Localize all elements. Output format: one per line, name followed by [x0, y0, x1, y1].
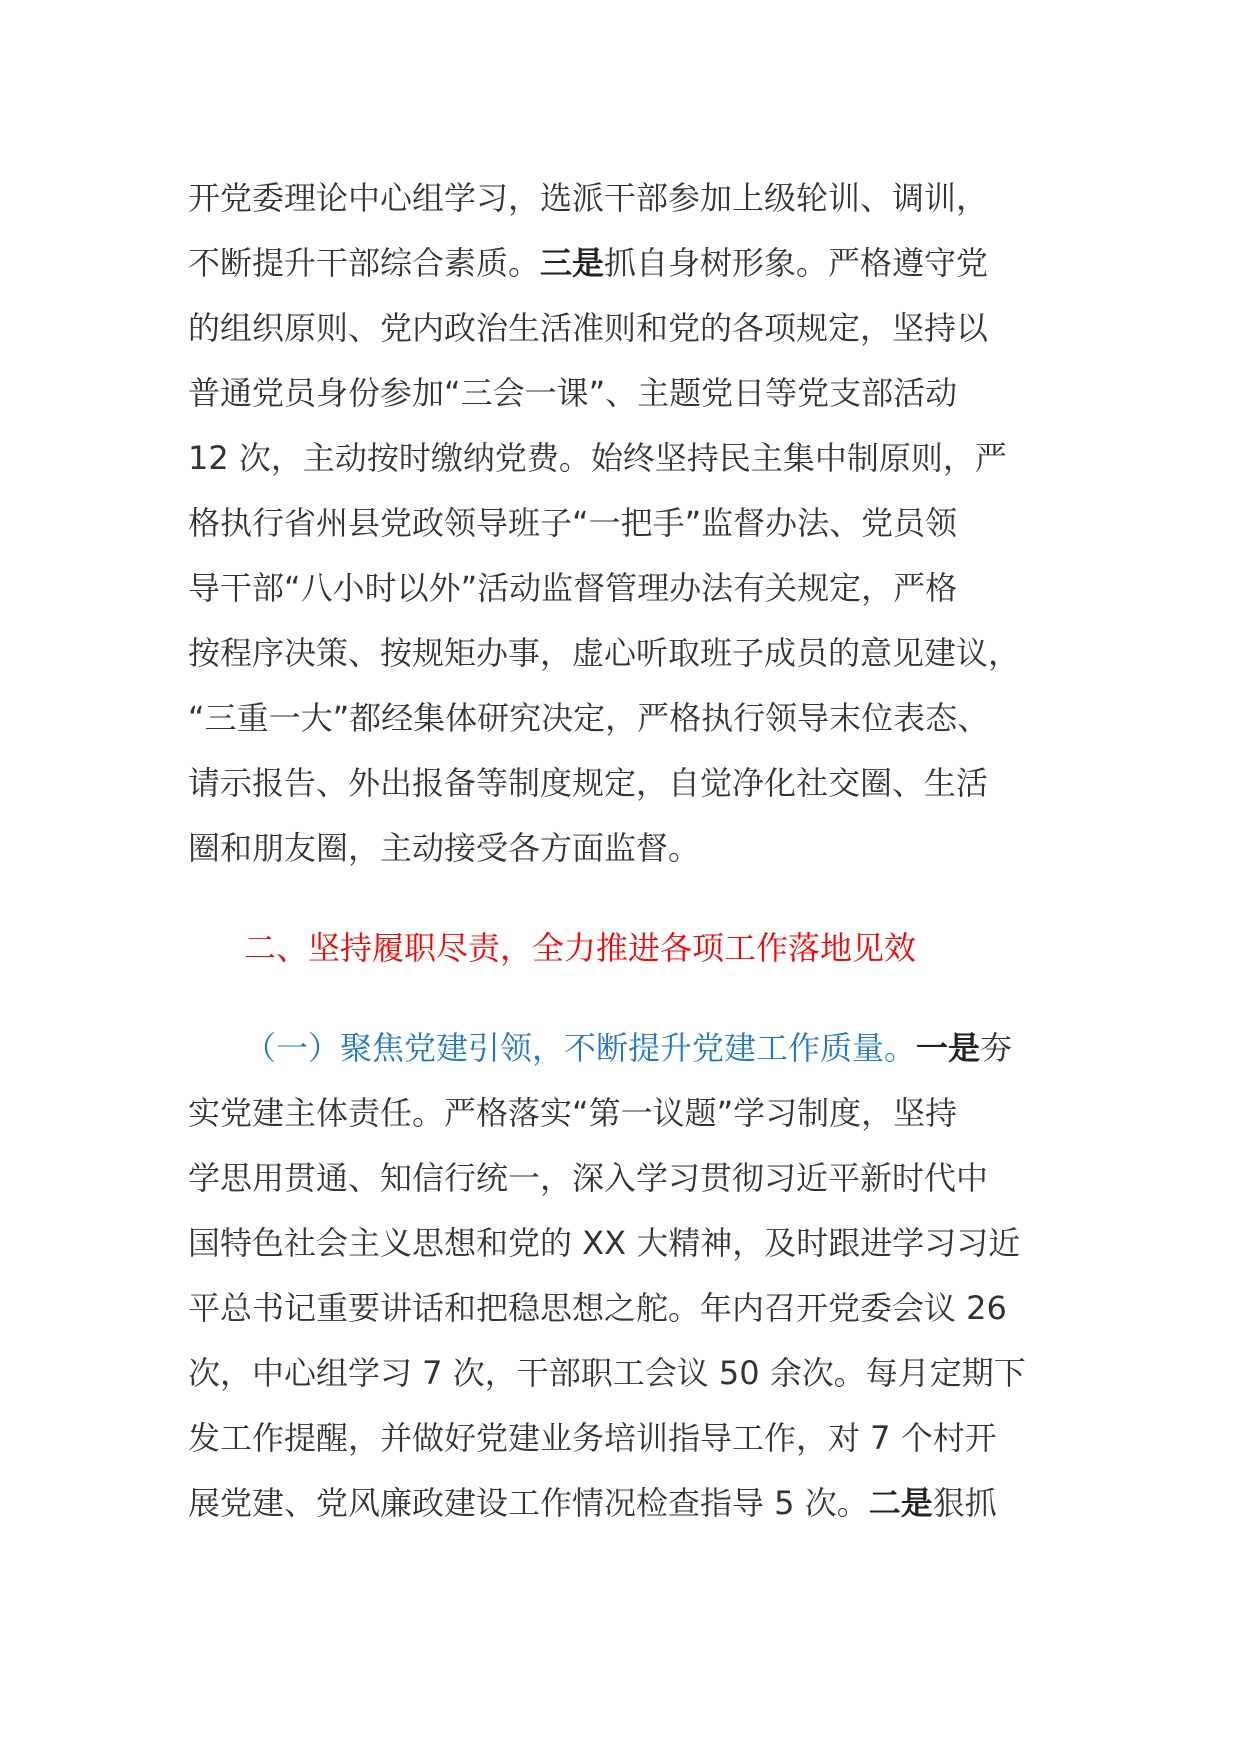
paragraph-line: 按程序决策、按规矩办事，虚心听取班子成员的意见建议， — [188, 634, 1021, 672]
paragraph-line: 展党建、党风廉政建设工作情况检查指导 5 次。二是狠抓 — [188, 1484, 997, 1522]
paragraph-line: 学思用贯通、知信行统一，深入学习贯彻习近平新时代中 — [188, 1159, 989, 1197]
paragraph-line: 请示报告、外出报备等制度规定，自觉净化社交圈、生活 — [188, 764, 989, 802]
paragraph-line: 开党委理论中心组学习，选派干部参加上级轮训、调训， — [188, 179, 989, 217]
paragraph-line: 不断提升干部综合素质。三是抓自身树形象。严格遵守党 — [188, 244, 989, 282]
section-heading: 二、坚持履职尽责，全力推进各项工作落地见效 — [244, 929, 917, 967]
paragraph-line: 格执行省州县党政领导班子“一把手”监督办法、党员领 — [188, 504, 958, 542]
paragraph-line: （一）聚焦党建引领，不断提升党建工作质量。一是夯 — [244, 1029, 1013, 1067]
paragraph-line: 12 次，主动按时缴纳党费。始终坚持民主集中制原则，严 — [188, 439, 1007, 477]
paragraph-line: 次，中心组学习 7 次，干部职工会议 50 余次。每月定期下 — [188, 1354, 1026, 1392]
paragraph-line: 导干部“八小时以外”活动监督管理办法有关规定，严格 — [188, 569, 958, 607]
document-body — [188, 166, 1048, 1536]
bold-marker: 一是 — [916, 1029, 981, 1067]
paragraph-line: 平总书记重要讲话和把稳思想之舵。年内召开党委会议 26 — [188, 1289, 1007, 1327]
subheading: （一）聚焦党建引领，不断提升党建工作质量。 — [244, 1029, 917, 1067]
paragraph-line: 国特色社会主义思想和党的 XX 大精神，及时跟进学习习近 — [188, 1224, 1021, 1262]
paragraph-line: 普通党员身份参加“三会一课”、主题党日等党支部活动 — [188, 374, 958, 412]
paragraph-line: 圈和朋友圈，主动接受各方面监督。 — [188, 829, 701, 867]
bold-marker: 三是 — [540, 244, 605, 282]
paragraph-line: 的组织原则、党内政治生活准则和党的各项规定，坚持以 — [188, 309, 989, 347]
paragraph-line: “三重一大”都经集体研究决定，严格执行领导末位表态、 — [188, 699, 990, 737]
paragraph-line: 发工作提醒，并做好党建业务培训指导工作，对 7 个村开 — [188, 1419, 997, 1457]
paragraph-line: 实党建主体责任。严格落实“第一议题”学习制度，坚持 — [188, 1094, 958, 1132]
bold-marker: 二是 — [868, 1484, 933, 1522]
